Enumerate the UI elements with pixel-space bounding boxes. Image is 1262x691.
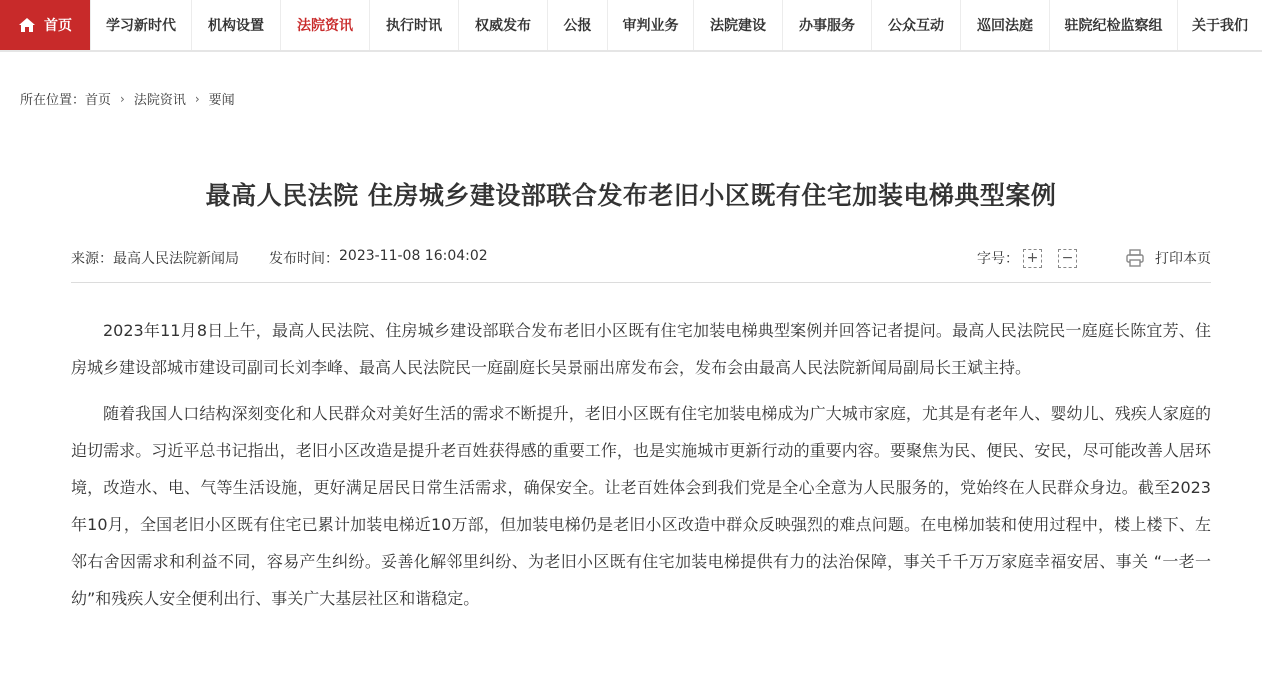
article-body <box>71 312 1211 626</box>
font-increase-button[interactable]: + <box>1023 249 1042 268</box>
nav-item-court-news[interactable] <box>281 0 370 50</box>
article-paragraph: 随着我国人口结构深刻变化和人民群众对美好生活的需求不断提升，老旧小区既有住宅加装电梯成为广大城市家庭，尤其是有老年人、婴幼儿、残疾人家庭的迫切需求。习近平总书记指出，老旧小区改造是提升老百姓获得感的重要工作，也是实施城市更新行动的重要内容。要聚焦为民、便民、安民，尽可能改善人居环境，改造水、电、气等生活设施，更好满足居民日常生活需求，确保安全。让老百姓体会到我们党是全心全意为人民服务的，党始终在人民群众身边。截至2023年10月，全国老旧小区既有住宅已累计加装电梯近10万部，但加装电梯仍是老旧小区改造中群众反映强烈的难点问题。在电梯加装和使用过程中，楼上楼下、左邻右舍因需求和利益不同，容易产生纠纷。妥善化解邻里纠纷、为老旧小区既有住宅加装电梯提供有力的法治保障，事关千千万万家庭幸福安居、事关 “一老一幼”和残疾人安全便利出行、事关广大基层社区和谐稳定。 <box>71 404 1211 608</box>
nav-item-label: 执行时讯 <box>386 18 442 34</box>
home-icon <box>18 17 36 33</box>
font-size-label: 字号： <box>977 251 1019 267</box>
breadcrumb-home[interactable]: 首页 <box>85 93 112 108</box>
breadcrumb-headlines[interactable]: 要闻 <box>208 93 235 108</box>
nav-item-discipline-inspection[interactable] <box>1050 0 1178 50</box>
nav-item-label: 机构设置 <box>208 18 264 34</box>
font-decrease-button[interactable]: − <box>1058 249 1077 268</box>
nav-item-court-construction[interactable] <box>694 0 783 50</box>
nav-item-label: 关于我们 <box>1192 18 1248 34</box>
source-label: 来源： <box>71 251 113 267</box>
nav-item-label: 首页 <box>44 18 72 34</box>
nav-item-about[interactable] <box>1178 0 1262 50</box>
nav-item-execution-news[interactable] <box>370 0 459 50</box>
chevron-right-icon: › <box>194 91 200 106</box>
article-paragraph: 2023年11月8日上午，最高人民法院、住房城乡建设部联合发布老旧小区既有住宅加装电梯典型案例并回答记者提问。最高人民法院民一庭庭长陈宜芳、住房城乡建设部城市建设司副司长刘李峰、最高人民法院民一庭副庭长吴景丽出席发布会，发布会由最高人民法院新闻局副局长王斌主持。 <box>71 321 1211 377</box>
nav-item-label: 公报 <box>563 18 592 34</box>
nav-item-gazette[interactable] <box>548 0 608 50</box>
nav-item-label: 驻院纪检监察组 <box>1064 18 1163 34</box>
nav-item-label: 办事服务 <box>799 18 855 34</box>
nav-item-trial-business[interactable] <box>608 0 694 50</box>
nav-item-label: 法院建设 <box>710 18 766 34</box>
chevron-right-icon: › <box>120 91 125 106</box>
article-meta <box>71 247 1211 269</box>
print-button[interactable] <box>1125 248 1211 268</box>
nav-item-public-interaction[interactable] <box>872 0 961 50</box>
source-value: 最高人民法院新闻局 <box>113 251 239 267</box>
breadcrumb-court-news[interactable]: 法院资讯 <box>133 93 186 108</box>
nav-item-home[interactable] <box>0 0 91 50</box>
nav-item-circuit-court[interactable] <box>961 0 1050 50</box>
nav-item-organization[interactable] <box>192 0 281 50</box>
printer-icon <box>1125 248 1145 268</box>
breadcrumb <box>20 89 235 108</box>
article-title: 最高人民法院 住房城乡建设部联合发布老旧小区既有住宅加装电梯典型案例 <box>205 181 1057 210</box>
nav-item-label: 学习新时代 <box>106 18 176 34</box>
meta-divider <box>71 282 1211 283</box>
nav-item-label: 权威发布 <box>475 18 531 34</box>
nav-item-label: 公众互动 <box>888 18 944 34</box>
breadcrumb-prefix: 所在位置： <box>20 93 86 108</box>
top-nav <box>0 0 1262 52</box>
print-label: 打印本页 <box>1155 251 1211 267</box>
nav-item-authoritative-release[interactable] <box>459 0 548 50</box>
nav-item-label: 审判业务 <box>622 18 679 34</box>
meta-spacer <box>239 248 269 268</box>
publish-time-value: 2023-11-08 16:04:02 <box>339 248 488 264</box>
nav-item-study[interactable] <box>91 0 192 50</box>
nav-item-label: 巡回法庭 <box>977 18 1033 34</box>
nav-item-services[interactable] <box>783 0 872 50</box>
publish-time-label: 发布时间： <box>269 251 339 267</box>
nav-item-label: 法院资讯 <box>297 18 353 34</box>
